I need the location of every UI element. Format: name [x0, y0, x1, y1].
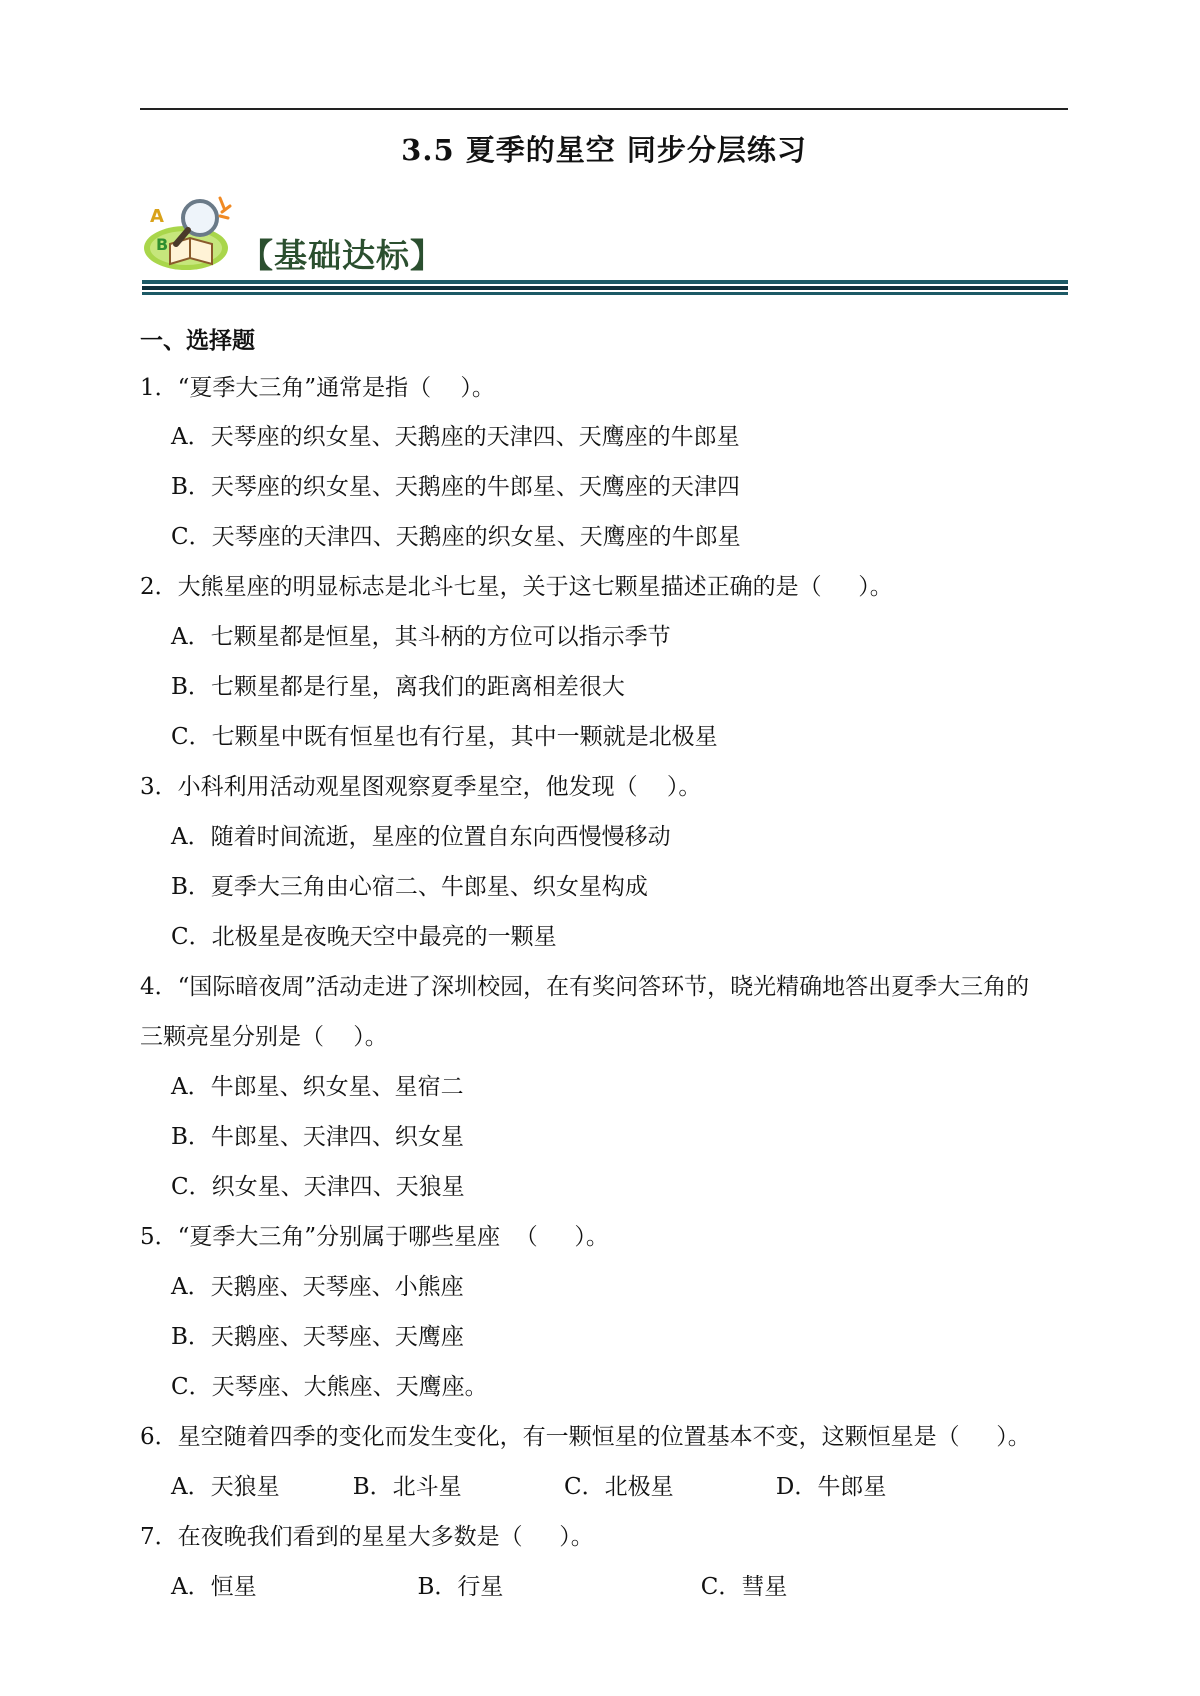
- question-5: 5．“夏季大三角”分别属于哪些星座 （ ）。: [140, 1224, 609, 1250]
- question-2-option-c: C．七颗星中既有恒星也有行星，其中一颗就是北极星: [171, 724, 718, 750]
- question-4-continued: 三颗亮星分别是（ ）。: [140, 1024, 388, 1050]
- section-heading: 一、选择题: [140, 327, 255, 354]
- magnifier-book-icon: [142, 192, 242, 274]
- question-5-option-a: A．天鹅座、天琴座、小熊座: [171, 1274, 464, 1300]
- question-4-option-c: C．织女星、天津四、天狼星: [171, 1174, 465, 1200]
- question-5-option-c: C．天琴座、大熊座、天鹰座。: [171, 1374, 488, 1400]
- question-6: 6．星空随着四季的变化而发生变化，有一颗恒星的位置基本不变，这颗恒星是（ ）。: [140, 1424, 1031, 1450]
- question-7-options: A．恒星 B．行星 C．彗星: [171, 1574, 788, 1600]
- question-1-option-c: C．天琴座的天津四、天鹅座的织女星、天鹰座的牛郎星: [171, 524, 741, 550]
- question-3: 3．小科利用活动观星图观察夏季星空，他发现（ ）。: [140, 774, 702, 800]
- svg-text:B: B: [156, 235, 169, 254]
- question-1-option-a: A．天琴座的织女星、天鹅座的天津四、天鹰座的牛郎星: [171, 424, 740, 450]
- question-2-option-a: A．七颗星都是恒星，其斗柄的方位可以指示季节: [171, 624, 671, 650]
- question-3-option-a: A．随着时间流逝，星座的位置自东向西慢慢移动: [171, 824, 671, 850]
- question-2-option-b: B．七颗星都是行星，离我们的距离相差很大: [171, 674, 625, 700]
- question-6-options: A．天狼星 B．北斗星 C．北极星 D．牛郎星: [171, 1474, 887, 1500]
- page-title: 3.5 夏季的星空 同步分层练习: [401, 133, 807, 167]
- question-4-option-a: A．牛郎星、织女星、星宿二: [171, 1074, 464, 1100]
- question-4-option-b: B．牛郎星、天津四、织女星: [171, 1124, 464, 1150]
- banner-double-rule: [142, 280, 1068, 295]
- question-1: 1．“夏季大三角”通常是指（ ）。: [140, 375, 495, 401]
- question-4: 4．“国际暗夜周”活动走进了深圳校园，在有奖问答环节，晓光精确地答出夏季大三角的: [140, 974, 1030, 1000]
- section-banner: [140, 192, 1070, 302]
- top-rule: [140, 108, 1068, 110]
- question-2: 2．大熊星座的明显标志是北斗七星，关于这七颗星描述正确的是（ ）。: [140, 574, 893, 600]
- question-3-option-c: C．北极星是夜晚天空中最亮的一颗星: [171, 924, 557, 950]
- question-5-option-b: B．天鹅座、天琴座、天鹰座: [171, 1324, 464, 1350]
- question-3-option-b: B．夏季大三角由心宿二、牛郎星、织女星构成: [171, 874, 648, 900]
- question-7: 7．在夜晚我们看到的星星大多数是（ ）。: [140, 1524, 594, 1550]
- banner-label: 【基础达标】: [240, 236, 444, 275]
- svg-text:A: A: [150, 206, 164, 227]
- question-1-option-b: B．天琴座的织女星、天鹅座的牛郎星、天鹰座的天津四: [171, 474, 740, 500]
